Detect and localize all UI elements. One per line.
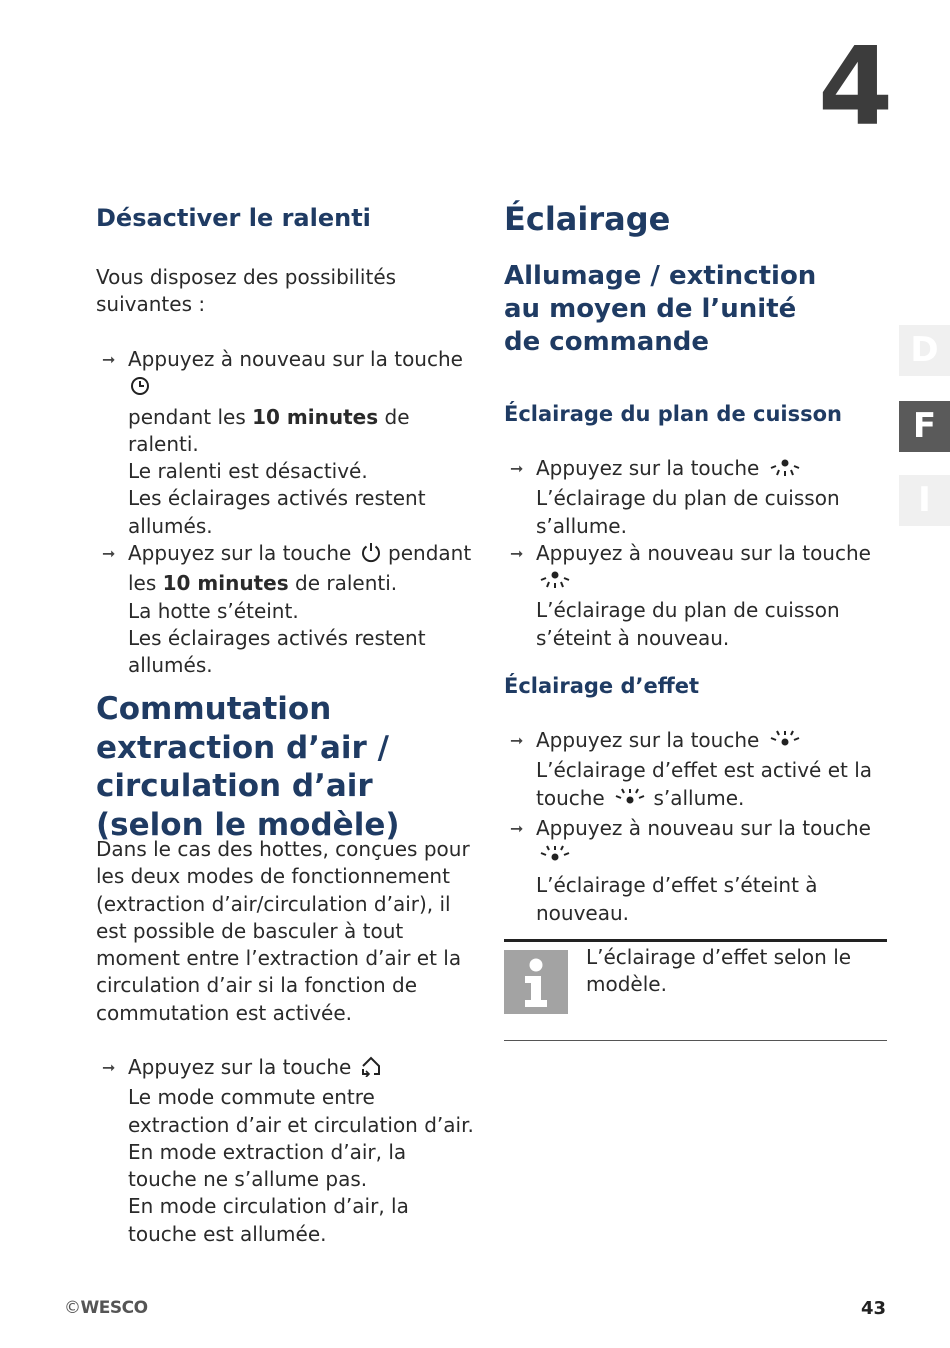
list-item: ➞ Appuyez sur la touche pendant les 10 minutes de ralenti. La hotte s’éteint. Les éclairages activés restent allumés. — [102, 541, 472, 678]
arrow-icon: ➞ — [510, 459, 524, 478]
list-item: ➞ Appuyez sur la touche L’éclairage du plan de cuisson s’allume. — [510, 456, 840, 538]
subsection-title-effect-light: Éclairage d’effet — [504, 674, 700, 698]
subsection-title-cooktop-light: Éclairage du plan de cuisson — [504, 402, 842, 426]
cooktop-light-icon — [768, 458, 802, 485]
section-subtitle-control-unit: Allumage / extinction au moyen de l’unité de commande — [504, 261, 817, 357]
arrow-icon: ➞ — [102, 544, 116, 564]
effect-light-icon — [613, 788, 647, 815]
arrow-icon: ➞ — [102, 350, 116, 369]
arrow-icon: ➞ — [102, 1058, 116, 1077]
page-number: 43 — [860, 1298, 886, 1319]
section-intro: Vous disposez des possibilités suivantes : — [96, 265, 397, 317]
extraction-switch-steps — [96, 1054, 476, 1248]
language-tab-f[interactable]: F — [899, 401, 950, 452]
section-title-extraction-switch: Commutation extraction d’air / circulation d’air (selon le modèle) — [96, 691, 400, 843]
cooktop-light-icon — [538, 570, 572, 597]
language-tab-d[interactable]: D — [899, 325, 950, 376]
info-bottom-rule — [504, 1040, 887, 1041]
recirculation-icon — [360, 1055, 382, 1084]
idle-off-steps — [96, 346, 476, 680]
section-title-lighting: Éclairage — [504, 200, 671, 238]
list-item: ➞ Appuyez à nouveau sur la touche pendant les 10 minutes de ralenti. Le ralenti est désactivé. Les éclairages activés restent allumés. — [102, 347, 463, 538]
arrow-icon: ➞ — [510, 818, 524, 838]
info-top-rule — [504, 939, 887, 942]
cooktop-light-steps — [504, 455, 888, 652]
section-title-idle-off: Désactiver le ralenti — [96, 204, 371, 232]
wesco-logo: ©WESCO — [64, 1298, 148, 1318]
info-icon — [504, 950, 568, 1014]
power-icon — [360, 541, 382, 570]
effect-light-icon — [538, 845, 572, 872]
arrow-icon: ➞ — [510, 543, 524, 563]
language-tab-i[interactable]: I — [899, 475, 950, 526]
section-paragraph: Dans le cas des hottes, conçues pour les deux modes de fonctionnement (extraction d’air/circulation d’air), il est possible de basculer à tout moment entre l’extraction d’air et la circulation d’air si la fonction de commutation est activée. — [96, 837, 470, 1025]
arrow-icon: ➞ — [510, 731, 524, 750]
timer-icon — [130, 376, 150, 403]
list-item: ➞ Appuyez sur la touche Le mode commute entre extraction d’air et circulation d’air. En mode extraction d’air, la touche ne s’allume pas. En mode circulation d’air, la touche est allumée. — [102, 1055, 474, 1246]
effect-light-steps — [504, 727, 888, 927]
chapter-number: 4 — [818, 25, 894, 150]
list-item: ➞ Appuyez à nouveau sur la touche L’éclairage d’effet s’éteint à nouveau. — [510, 815, 871, 925]
list-item: ➞ Appuyez à nouveau sur la touche L’éclairage du plan de cuisson s’éteint à nouveau. — [510, 540, 871, 650]
info-note: L’éclairage d’effet selon le modèle. — [586, 945, 852, 997]
list-item: ➞ Appuyez sur la touche L’éclairage d’effet est activé et la touche s’allume. — [504, 727, 888, 815]
effect-light-icon — [768, 730, 802, 757]
